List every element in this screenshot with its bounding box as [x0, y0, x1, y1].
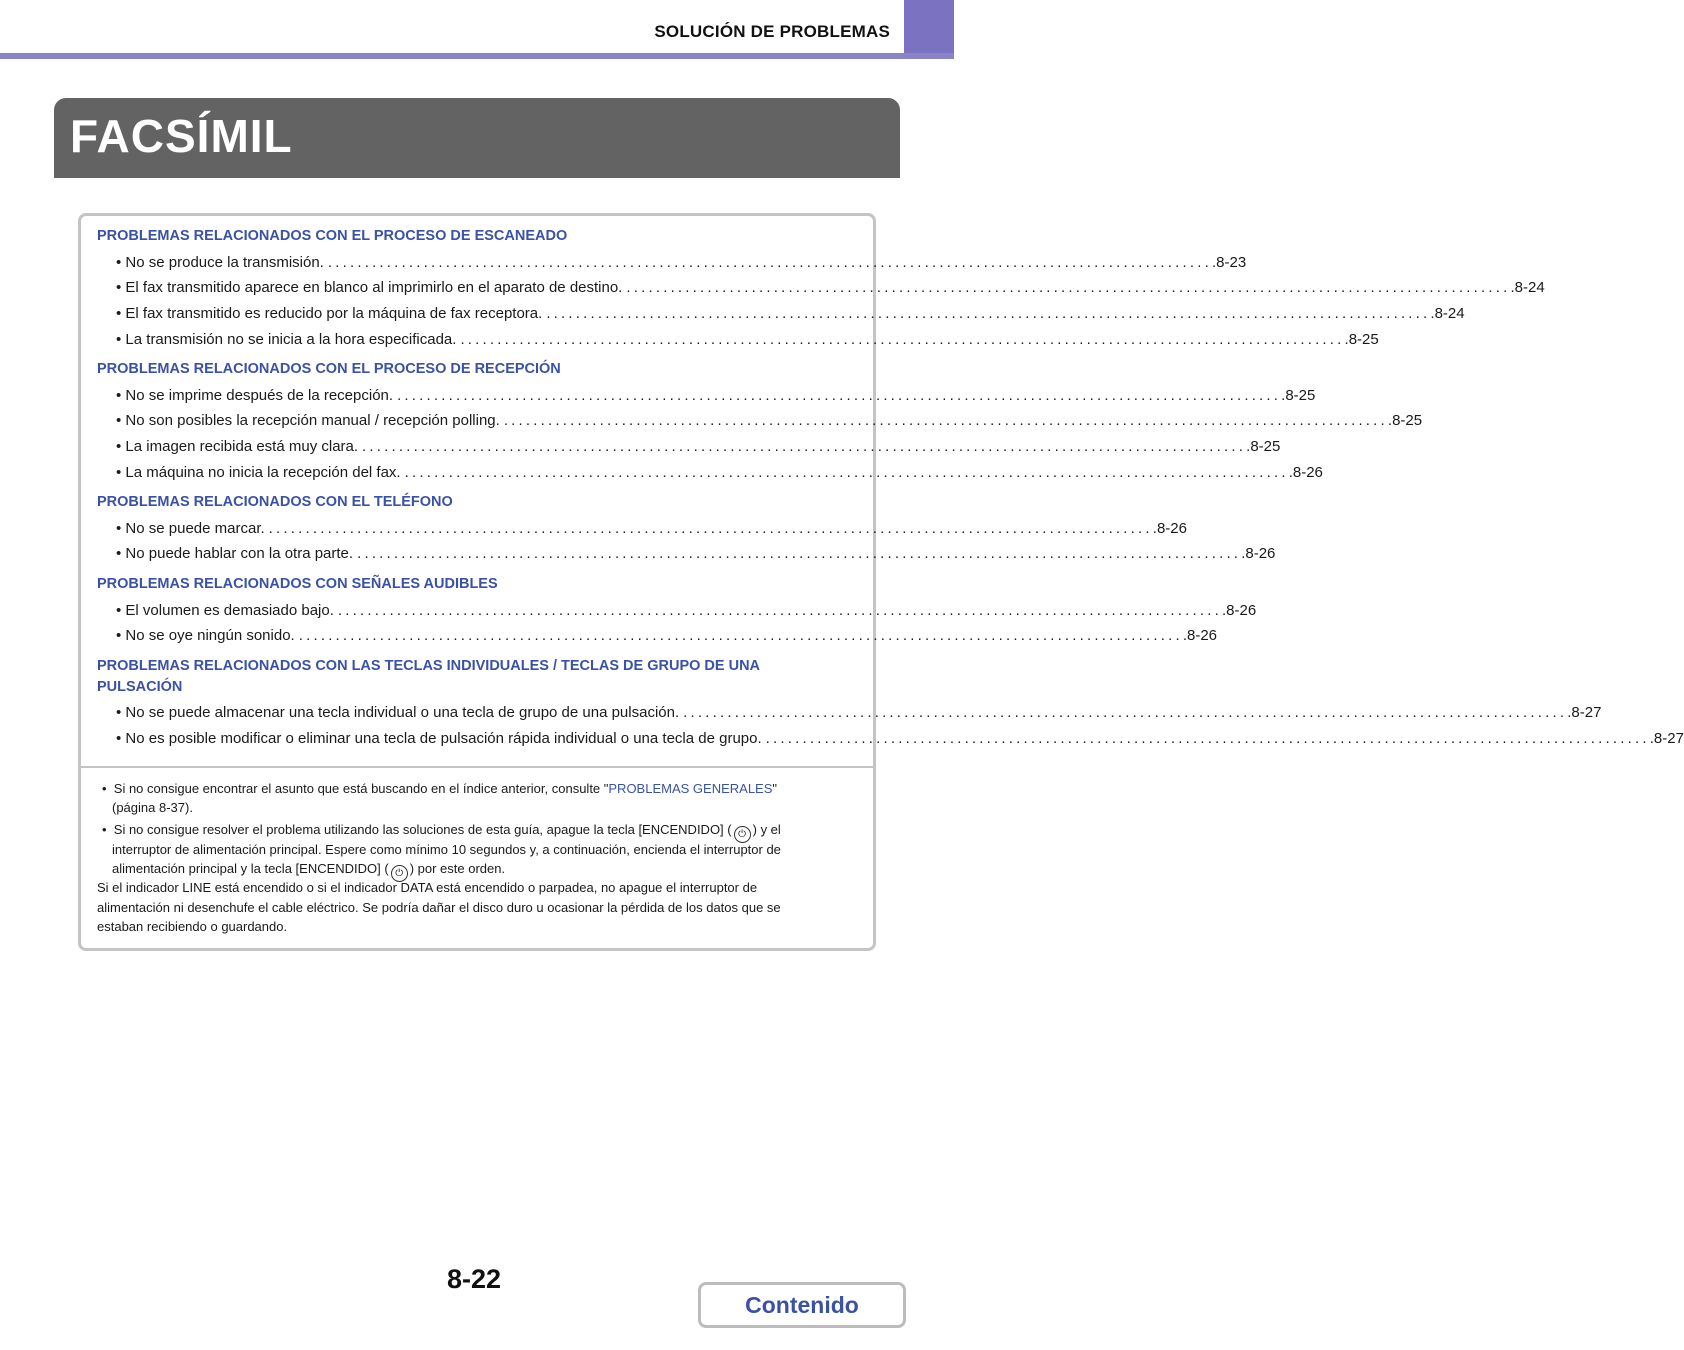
toc-leader: ........................................................................................................................	[327, 254, 1212, 271]
toc-item[interactable]	[116, 386, 1316, 406]
toc-leader: ........................................................................................................................	[546, 305, 1431, 322]
warning-line-1: Si el indicador LINE está encendido o si el indicador DATA está encendido o parpadea, no apague el interruptor de	[97, 880, 758, 895]
note-text: alimentación principal y la tecla [ENCENDIDO] (	[112, 861, 389, 876]
toc-leader: ........................................................................................................................	[337, 602, 1222, 619]
toc-item[interactable]	[116, 544, 1276, 564]
toc-item-page: .8-25	[1344, 331, 1379, 348]
toc-item-text: • La máquina no inicia la recepción del fax.	[116, 464, 401, 481]
toc-item[interactable]	[116, 703, 1602, 723]
toc-section-heading[interactable]: PROBLEMAS RELACIONADOS CON EL PROCESO DE RECEPCIÓN	[97, 361, 561, 377]
note-text: Si no consigue resolver el problema utilizando las soluciones de esta guía, apague la tecla [ENCENDIDO] (	[113, 822, 732, 837]
toc-item-text: • La imagen recibida está muy clara.	[116, 438, 359, 455]
toc-leader: ........................................................................................................................	[397, 387, 1282, 404]
toc-item-text: • El fax transmitido es reducido por la máquina de fax receptora.	[116, 305, 543, 322]
toc-item-text: • No se puede almacenar una tecla individual o una tecla de grupo de una pulsación.	[116, 704, 680, 721]
toc-item-text: • No se produce la transmisión.	[116, 254, 324, 271]
toc-item[interactable]	[116, 463, 1323, 483]
toc-item[interactable]	[116, 729, 1684, 749]
toc-item-text: • No puede hablar con la otra parte.	[116, 545, 354, 562]
page-title: FACSÍMIL	[70, 110, 293, 162]
toc-item-page: .8-26	[1152, 520, 1187, 537]
toc-item-page: .8-27	[1649, 730, 1684, 747]
toc-item-page: .8-26	[1182, 627, 1218, 644]
toc-item-page: .8-25	[1281, 387, 1316, 404]
toc-section-heading[interactable]: PROBLEMAS RELACIONADOS CON EL TELÉFONO	[97, 494, 453, 510]
toc-item-page: .8-26	[1288, 464, 1323, 481]
note-1-line-2: (página 8-37).	[112, 800, 193, 815]
power-icon: ⏻	[734, 826, 751, 843]
toc-item-text: • No se puede marcar.	[116, 520, 265, 537]
power-icon: ⏻	[391, 865, 408, 882]
toc-leader: ........................................................................................................................	[765, 730, 1650, 747]
toc-item[interactable]	[116, 626, 1218, 646]
toc-item[interactable]	[116, 411, 1423, 431]
toc-item[interactable]	[116, 253, 1247, 273]
toc-item-page: .8-25	[1387, 412, 1423, 429]
warning-line-3: estaban recibiendo o guardando.	[97, 919, 288, 934]
toc-item-page: .8-26	[1241, 545, 1276, 562]
note-2-line-2: interruptor de alimentación principal. Espere como mínimo 10 segundos y, a continuación, encienda el interruptor de	[112, 842, 781, 857]
note-text: "	[772, 781, 778, 796]
toc-item[interactable]	[116, 278, 1545, 298]
toc-item-page: .8-23	[1211, 254, 1247, 271]
note-text: Si no consigue encontrar el asunto que está buscando en el índice anterior, consulte "	[113, 781, 609, 796]
toc-item[interactable]	[116, 437, 1281, 457]
contents-button[interactable]: Contenido	[698, 1282, 906, 1328]
toc-leader: ........................................................................................................................	[503, 412, 1388, 429]
toc-item-text: • No son posibles la recepción manual / recepción polling.	[116, 412, 500, 429]
toc-leader: ........................................................................................................................	[460, 331, 1345, 348]
toc-item-text: • El volumen es demasiado bajo.	[116, 602, 334, 619]
toc-item[interactable]	[116, 304, 1465, 324]
toc-leader: ........................................................................................................................	[362, 438, 1247, 455]
header-section-title: SOLUCIÓN DE PROBLEMAS	[654, 22, 890, 41]
warning-line-2: alimentación ni desenchufe el cable eléctrico. Se podría dañar el disco duro u ocasionar la pérdida de los datos que se	[97, 900, 781, 915]
toc-section-heading[interactable]: PROBLEMAS RELACIONADOS CON EL PROCESO DE ESCANEADO	[97, 228, 568, 244]
toc-item[interactable]	[116, 601, 1257, 621]
toc-item[interactable]	[116, 330, 1379, 350]
toc-item-text: • La transmisión no se inicia a la hora especificada.	[116, 331, 457, 348]
toc-item-text: • No se imprime después de la recepción.	[116, 387, 394, 404]
toc-item[interactable]	[116, 519, 1187, 539]
note-1-line-1: • Si no consigue encontrar el asunto que está buscando en el índice anterior, consulte "PROBLEMAS GENERALES"	[102, 781, 778, 796]
toc-item-page: .8-27	[1567, 704, 1602, 721]
toc-leader: ........................................................................................................................	[683, 704, 1568, 721]
note-text: ) por este orden.	[409, 861, 506, 876]
toc-leader: ........................................................................................................................	[268, 520, 1153, 537]
header-rule	[0, 53, 954, 59]
toc-item-page: .8-25	[1246, 438, 1281, 455]
toc-item-text: • No es posible modificar o eliminar una tecla de pulsación rápida individual o una tecla de grupo.	[116, 730, 762, 747]
toc-leader: ........................................................................................................................	[357, 545, 1242, 562]
toc-section-heading[interactable]: PROBLEMAS RELACIONADOS CON SEÑALES AUDIBLES	[97, 576, 498, 592]
toc-item-page: .8-24	[1510, 279, 1545, 296]
toc-item-text: • El fax transmitido aparece en blanco al imprimirlo en el aparato de destino.	[116, 279, 623, 296]
toc-divider	[81, 766, 873, 768]
toc-leader: ........................................................................................................................	[626, 279, 1511, 296]
toc-item-page: .8-26	[1221, 602, 1257, 619]
header-tab	[904, 0, 954, 59]
toc-item-page: .8-24	[1430, 305, 1465, 322]
page-number: 8-22	[447, 1264, 502, 1294]
toc-leader: ........................................................................................................................	[298, 627, 1183, 644]
note-2-line-1: • Si no consigue resolver el problema utilizando las soluciones de esta guía, apague la tecla [ENCENDIDO] ( ⏻ ) y el	[102, 820, 781, 843]
toc-item-text: • No se oye ningún sonido.	[116, 627, 295, 644]
toc-section-heading[interactable]: PROBLEMAS RELACIONADOS CON LAS TECLAS INDIVIDUALES / TECLAS DE GRUPO DE UNA PULSACIÓN	[97, 658, 760, 695]
general-problems-link[interactable]: PROBLEMAS GENERALES	[608, 781, 773, 796]
note-text: ) y el	[752, 822, 781, 837]
toc-leader: ........................................................................................................................	[404, 464, 1289, 481]
